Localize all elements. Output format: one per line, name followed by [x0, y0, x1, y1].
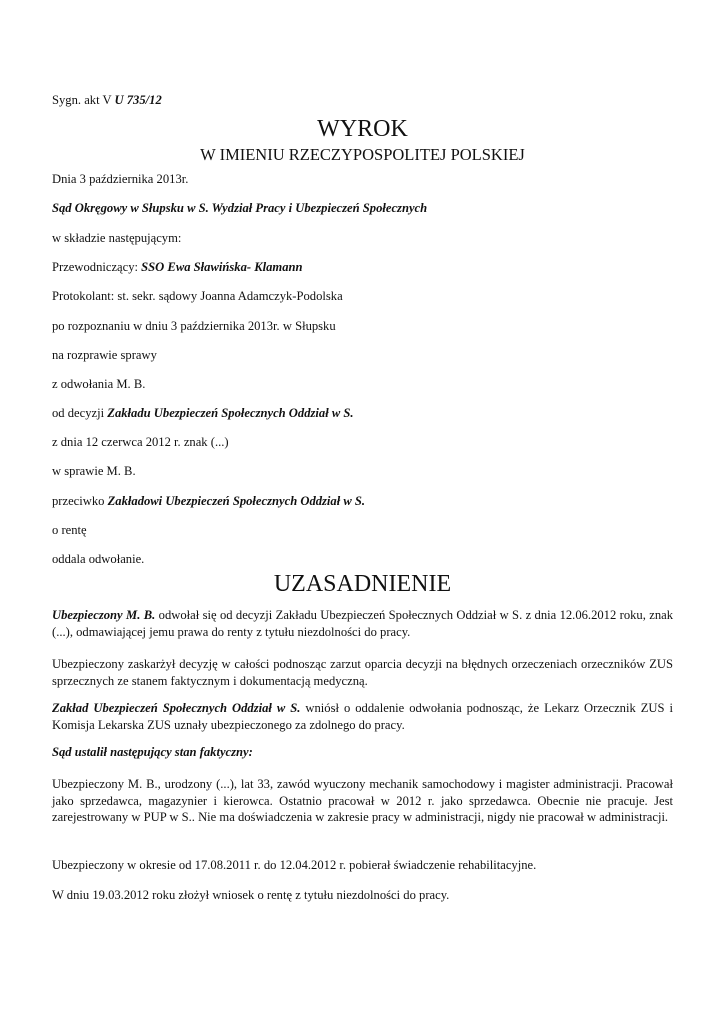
- verdict-title: WYROK: [317, 116, 408, 142]
- case-signature-prefix: Sygn. akt V: [52, 93, 115, 107]
- decision-body: Zakładu Ubezpieczeń Społecznych Oddział w S.: [107, 406, 354, 420]
- subject-line: o rentę: [52, 523, 87, 537]
- hearing-line: po rozpoznaniu w dniu 3 października 2013r. w Słupsku: [52, 319, 336, 333]
- justification-paragraph-5: Ubezpieczony M. B., urodzony (...), lat 33, zawód wyuczony mechanik samochodowy i magister administracji. Pracował jako sprzedawca, magazynier i kierowca. Ostatnio pracował w 2012 r. jako sprzedawca. Obecnie nie pracuje. Jest zarejestrowany w PUP w S.. Nie ma doświadczenia w zakresie pracy w administracji, nigdy nie pracował w administracji.: [52, 777, 673, 824]
- verdict-subtitle: W IMIENIU RZECZYPOSPOLITEJ POLSKIEJ: [200, 145, 525, 164]
- presiding-name: SSO Ewa Sławińska- Klamann: [141, 260, 303, 274]
- justification-paragraph-6: Ubezpieczony w okresie od 17.08.2011 r. do 12.04.2012 r. pobierał świadczenie rehabilitacyjne.: [52, 858, 537, 872]
- facts-heading: Sąd ustalił następujący stan faktyczny:: [52, 745, 253, 759]
- justification-paragraph-3-text: wniósł o oddalenie odwołania podnosząc, że Lekarz Orzecznik ZUS i Komisja Lekarska ZUS uznały ubezpieczonego za zdolnego do pracy.: [52, 701, 673, 732]
- decision-line: [52, 405, 354, 421]
- justification-paragraph-1: [52, 607, 673, 640]
- justification-paragraph-7: W dniu 19.03.2012 roku złożył wniosek o rentę z tytułu niezdolności do pracy.: [52, 888, 450, 902]
- presiding-judge: [52, 259, 303, 275]
- justification-paragraph-3: [52, 700, 673, 733]
- case-signature: [52, 92, 162, 108]
- justification-paragraph-2: Ubezpieczony zaskarżył decyzję w całości podnosząc zarzut oparcia decyzji na błędnych orzeczeniach orzeczników ZUS sprzecznych ze stanem faktycznym i dokumentacją medyczną.: [52, 657, 673, 688]
- decision-date-line: z dnia 12 czerwca 2012 r. znak (...): [52, 435, 229, 449]
- ruling-line: oddala odwołanie.: [52, 552, 145, 566]
- against-line: [52, 493, 365, 509]
- case-number: U 735/12: [114, 93, 162, 107]
- respondent-name: Zakład Ubezpieczeń Społecznych Oddział w S.: [52, 701, 301, 715]
- composition-line: w składzie następującym:: [52, 231, 182, 245]
- verdict-date: Dnia 3 października 2013r.: [52, 172, 189, 186]
- court-name: Sąd Okręgowy w Słupsku w S. Wydział Pracy i Ubezpieczeń Społecznych: [52, 201, 428, 215]
- appeal-line: z odwołania M. B.: [52, 377, 146, 391]
- decision-prefix: od decyzji: [52, 406, 108, 420]
- presiding-label: Przewodniczący:: [52, 260, 142, 274]
- justification-title: UZASADNIENIE: [273, 571, 452, 597]
- session-line: na rozprawie sprawy: [52, 348, 157, 362]
- justification-paragraph-1-text: odwołał się od decyzji Zakładu Ubezpieczeń Społecznych Oddział w S. z dnia 12.06.2012 roku, znak (...), odmawiającej jemu prawa do renty z tytułu niezdolności do pracy.: [52, 608, 673, 639]
- appellant-name: Ubezpieczony M. B.: [52, 608, 156, 622]
- clerk-line: Protokolant: st. sekr. sądowy Joanna Adamczyk-Podolska: [52, 289, 343, 303]
- case-of-line: w sprawie M. B.: [52, 464, 136, 478]
- against-body: Zakładowi Ubezpieczeń Społecznych Oddział w S.: [107, 494, 366, 508]
- against-prefix: przeciwko: [52, 494, 108, 508]
